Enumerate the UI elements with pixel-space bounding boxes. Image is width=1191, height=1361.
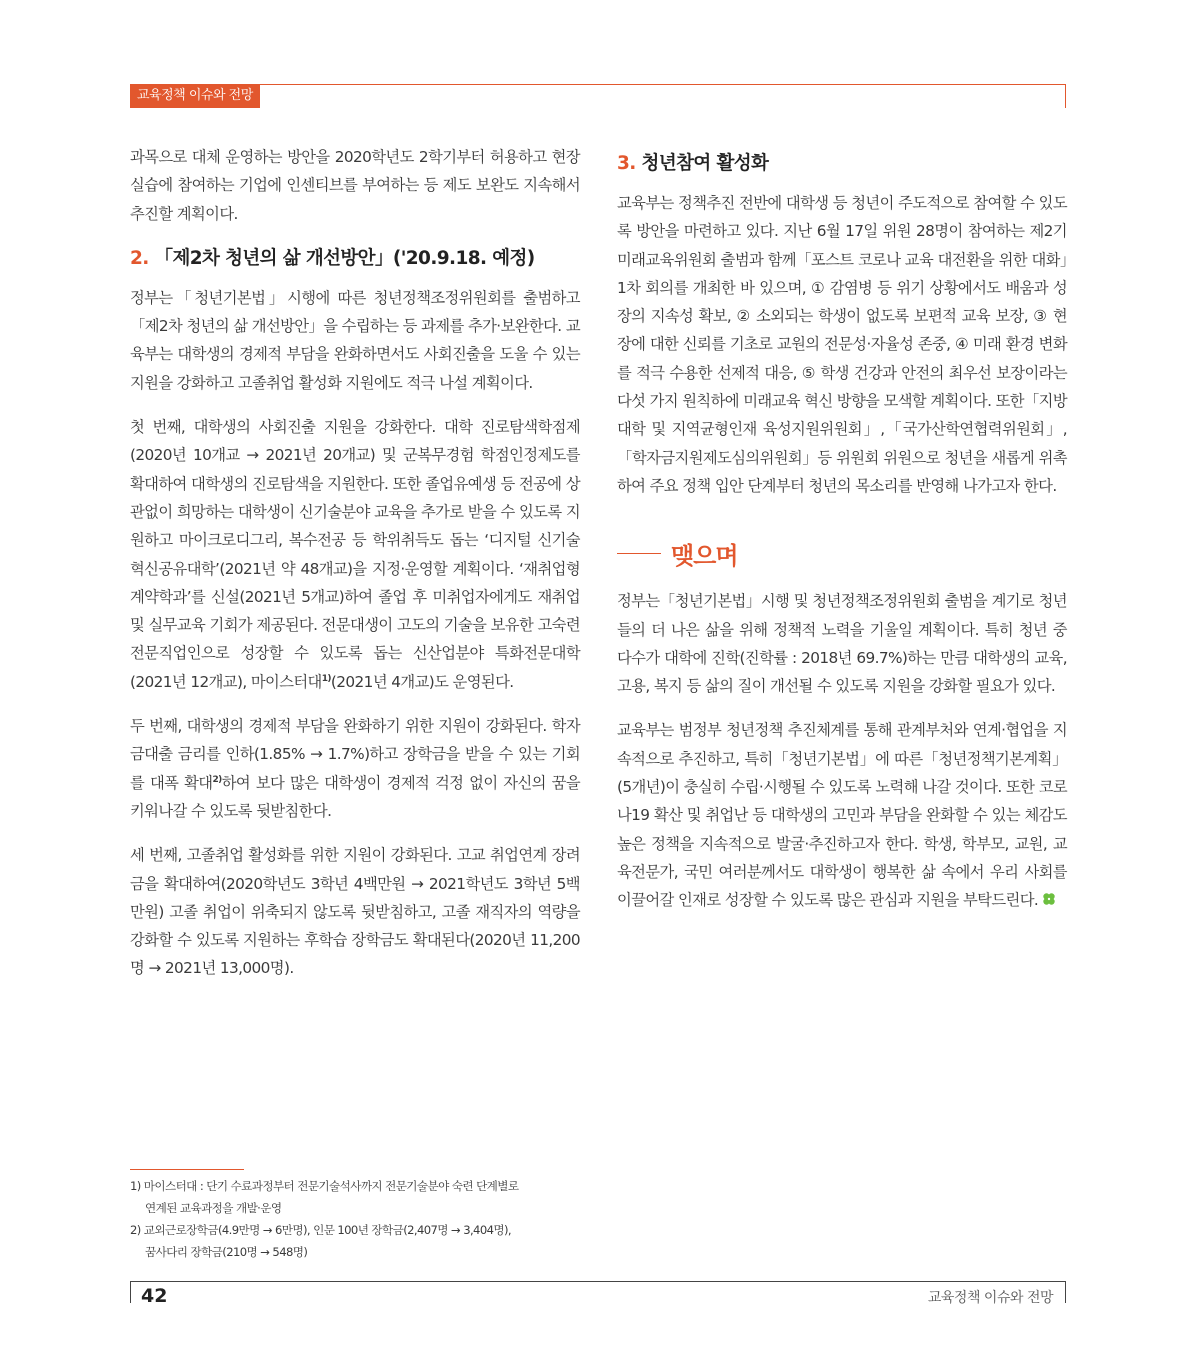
paragraph-text: 하여 보다 많은 대학생이 경제적 걱정 없이 자신의 꿈을 키워나갈 수 있도록 뒷받침한다. bbox=[130, 773, 580, 820]
footnotes bbox=[130, 1175, 730, 1263]
clover-icon bbox=[1041, 891, 1057, 907]
footnote-text: 1) 마이스터대 : 단기 수료과정부터 전문기술석사까지 전문기술분야 숙련 단계별로 bbox=[130, 1179, 519, 1193]
footnote-text: 2) 교외근로장학금(4.9만명 → 6만명), 인문 100년 장학금(2,407명 → 3,404명), bbox=[130, 1223, 511, 1237]
footer-rule-tick-left bbox=[130, 1281, 131, 1303]
section-3-title: 청년참여 활성화 bbox=[641, 153, 769, 174]
section-2-title: 「제2차 청년의 삶 개선방안」('20.9.18. 예정) bbox=[154, 247, 535, 269]
closing-heading-rule bbox=[617, 553, 661, 554]
footer-rule bbox=[130, 1281, 1066, 1282]
section-tag: 교육정책 이슈와 전망 bbox=[130, 84, 260, 108]
paragraph-text: 첫 번째, 대학생의 사회진출 지원을 강화한다. 대학 진로탐색학점제(2020년 10개교 → 2021년 20개교) 및 군복무경험 학점인정제도를 확대하여 대학생의 진로탐색을 지원한다. 또한 졸업유예생 등 전공에 상관없이 희망하는 대학생이 신기술분야 교육을 추가로 받을 수 있도록 지원하고 마이크로디그리, 복수전공 등 학위취득도 돕는 ‘디지털 신기술 혁신공유대학’(2021년 약 48개교)을 지정·운영할 계획이다. ‘재취업형 계약학과’를 신설(2021년 5개교)하여 졸업 후 미취업자에게도 재취업 및 실무교육 기회가 제공된다. 전문대생이 고도의 기술을 보유한 고숙련 전문직업인으로 성장할 수 있도록 돕는 신산업분야 특화전문대학(2021년 12개교), 마이스터대 bbox=[130, 418, 580, 691]
footnote-1 bbox=[130, 1175, 730, 1219]
footer-publication-title: 교육정책 이슈와 전망 bbox=[927, 1290, 1053, 1306]
section-2-paragraph-3 bbox=[130, 712, 580, 825]
section-3-paragraph-1: 교육부는 정책추진 전반에 대학생 등 청년이 주도적으로 참여할 수 있도록 방안을 마련하고 있다. 지난 6월 17일 위원 28명이 참여하는 제2기 미래교육위원회 출범과 함께「포스트 코로나 교육 대전환을 위한 대화」1차 회의를 개최한 바 있으며, ① 감염병 등 위기 상황에서도 배움과 성장의 지속성 확보, ② 소외되는 학생이 없도록 보편적 교육 보장, ③ 현장에 대한 신뢰를 기초로 교원의 전문성·자율성 존중, ④ 미래 환경 변화를 적극 수용한 선제적 대응, ⑤ 학생 건강과 안전의 최우선 보장이라는 다섯 가지 원칙하에 미래교육 혁신 방향을 모색할 계획이다. 또한「지방대학 및 지역균형인재 육성지원위원회」,「국가산학연협력위원회」,「학자금지원제도심의위원회」등 위원회 위원으로 청년을 새롭게 위촉하여 주요 정책 입안 단계부터 청년의 목소리를 반영해 나가고자 한다. bbox=[617, 194, 1068, 495]
closing-paragraph-1: 정부는「청년기본법」시행 및 청년정책조정위원회 출범을 계기로 청년들의 더 나은 삶을 위해 정책적 노력을 기울일 계획이다. 특히 청년 중 다수가 대학에 진학(진학률 : 2018년 69.7%)하는 만큼 대학생의 교육, 고용, 복지 등 삶의 질이 개선될 수 있도록 지원을 강화할 필요가 있다. bbox=[617, 592, 1067, 696]
section-2-paragraph-1: 정부는「청년기본법」시행에 따른 청년정책조정위원회를 출범하고「제2차 청년의 삶 개선방안」을 수립하는 등 과제를 추가·보완한다. 교육부는 대학생의 경제적 부담을 완화하면서도 사회진출을 도울 수 있는 지원을 강화하고 고졸취업 활성화 지원에도 적극 나설 계획이다. bbox=[130, 288, 580, 392]
section-2-paragraph-2 bbox=[130, 413, 580, 696]
page-number: 42 bbox=[141, 1285, 168, 1307]
left-column bbox=[130, 143, 580, 999]
footnote-2 bbox=[130, 1219, 730, 1263]
section-3-heading bbox=[617, 149, 1067, 175]
paragraph-text: 두 번째, 대학생의 경제적 부담을 완화하기 위한 지원이 강화된다. 학자금대출 금리를 인하(1.85% → 1.7%)하고 장학금을 받을 수 있는 기회를 대폭 확대 bbox=[130, 717, 580, 792]
section-2-heading bbox=[130, 244, 580, 270]
footnote-text: 꿈사다리 장학금(210명 → 548명) bbox=[145, 1245, 308, 1259]
closing-paragraph-2 bbox=[617, 716, 1067, 914]
section-2-number: 2. bbox=[130, 247, 149, 269]
header-rule bbox=[130, 84, 1066, 85]
paragraph-text: (2021년 4개교)도 운영된다. bbox=[330, 672, 514, 691]
footnote-ref-2[interactable]: 2) bbox=[212, 774, 222, 785]
section-2-paragraph-4: 세 번째, 고졸취업 활성화를 위한 지원이 강화된다. 고교 취업연계 장려금을 확대하여(2020학년도 3학년 4백만원 → 2021학년도 3학년 5백만원) 고졸 취업이 위축되지 않도록 뒷받침하고, 고졸 재직자의 역량을 강화할 수 있도록 지원하는 후학습 장학금도 확대된다(2020년 11,200명 → 2021년 13,000명). bbox=[130, 846, 580, 978]
header-rule-tick bbox=[1065, 84, 1066, 108]
footer-rule-tick-right bbox=[1065, 1281, 1066, 1303]
footnote-ref-1[interactable]: 1) bbox=[321, 673, 331, 684]
footnote-rule bbox=[130, 1169, 244, 1170]
section-3-number: 3. bbox=[617, 153, 636, 174]
intro-paragraph: 과목으로 대체 운영하는 방안을 2020학년도 2학기부터 허용하고 현장실습에 참여하는 기업에 인센티브를 부여하는 등 제도 보완도 지속해서 추진할 계획이다. bbox=[130, 148, 580, 223]
closing-title: 맺으며 bbox=[671, 542, 738, 571]
paragraph-text: 교육부는 범정부 청년정책 추진체계를 통해 관계부처와 연계·협업을 지속적으로 추진하고, 특히「청년기본법」에 따른「청년정책기본계획」(5개년)이 충실히 수립·시행될 수 있도록 노력해 나갈 것이다. 또한 코로나19 확산 및 취업난 등 대학생의 고민과 부담을 완화할 수 있는 체감도 높은 정책을 지속적으로 발굴·추진하고자 한다. 학생, 학부모, 교원, 교육전문가, 국민 여러분께서도 대학생이 행복한 삶 속에서 우리 사회를 이끌어갈 인재로 성장할 수 있도록 많은 관심과 지원을 부탁드린다. bbox=[617, 721, 1067, 910]
closing-heading bbox=[617, 536, 1067, 571]
right-column bbox=[617, 143, 1067, 931]
footnote-text: 연계된 교육과정을 개발·운영 bbox=[145, 1201, 282, 1215]
